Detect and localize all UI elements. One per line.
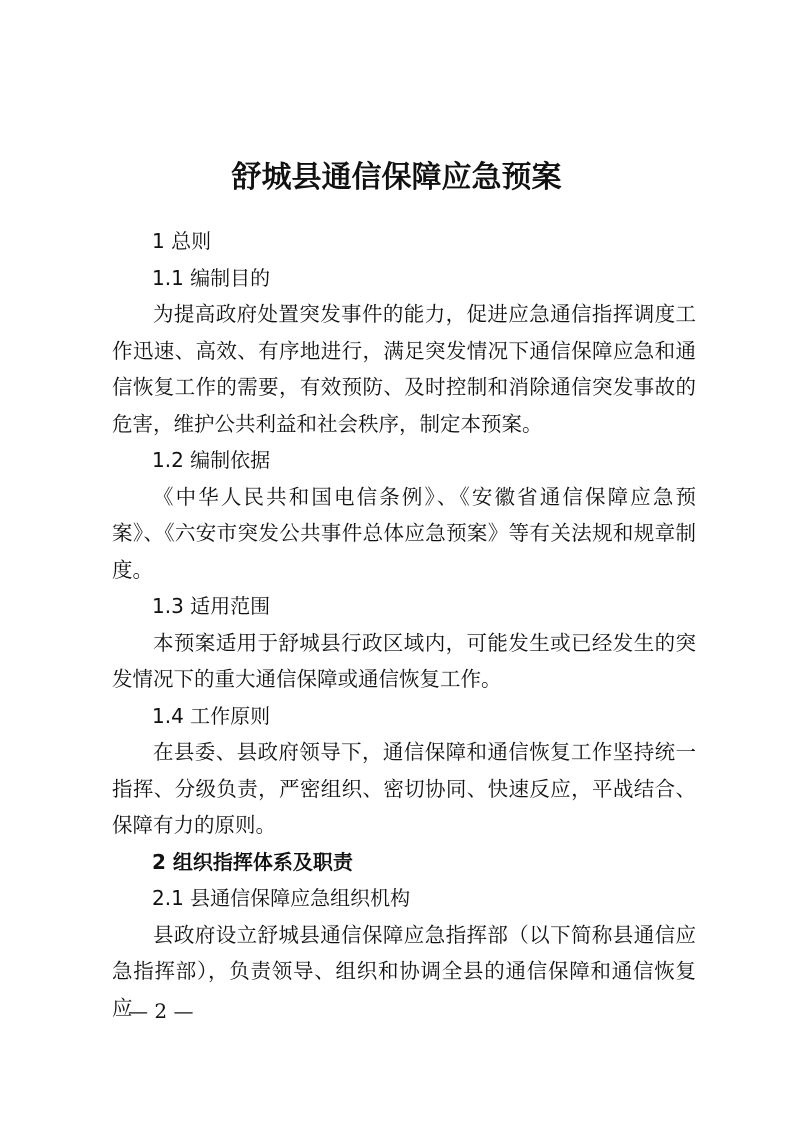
subsection-heading: 2.1 县通信保障应急组织机构 (152, 886, 411, 910)
paragraph: 为提高政府处置突发事件的能力，促进应急通信指挥调度工作迅速、高效、有序地进行，满足突发情况下通信保障应急和通信恢复工作的需要，有效预防、及时控制和消除通信突发事故的危害，维护公共利益和社会秩序，制定本预案。 (112, 302, 696, 436)
section-heading: 2 组织指挥体系及职责 (152, 849, 353, 874)
paragraph: 《中华人民共和国电信条例》、《安徽省通信保障应急预案》、《六安市突发公共事件总体应急预案》等有关法规和规章制度。 (112, 484, 696, 582)
subsection-heading: 1.2 编制依据 (152, 448, 271, 472)
document-title: 舒城县通信保障应急预案 (231, 160, 562, 195)
subsection-heading: 1.1 编制目的 (152, 265, 271, 290)
paragraph: 在县委、县政府领导下，通信保障和通信恢复工作坚持统一指挥、分级负责，严密组织、密切协同、快速反应，平战结合、保障有力的原则。 (112, 740, 696, 837)
page-number: — 2 — (128, 999, 194, 1023)
paragraph: 本预案适用于舒城县行政区域内，可能发生或已经发生的突发情况下的重大通信保障或通信恢复工作。 (112, 630, 696, 691)
subsection-heading: 1.4 工作原则 (152, 703, 271, 728)
subsection-heading: 1.3 适用范围 (152, 594, 271, 618)
paragraph: 县政府设立舒城县通信保障应急指挥部（以下简称县通信应急指挥部），负责领导、组织和协调全县的通信保障和通信恢复应 (112, 922, 696, 1020)
document-body (112, 223, 696, 1026)
section-heading: 1 总则 (152, 229, 212, 253)
